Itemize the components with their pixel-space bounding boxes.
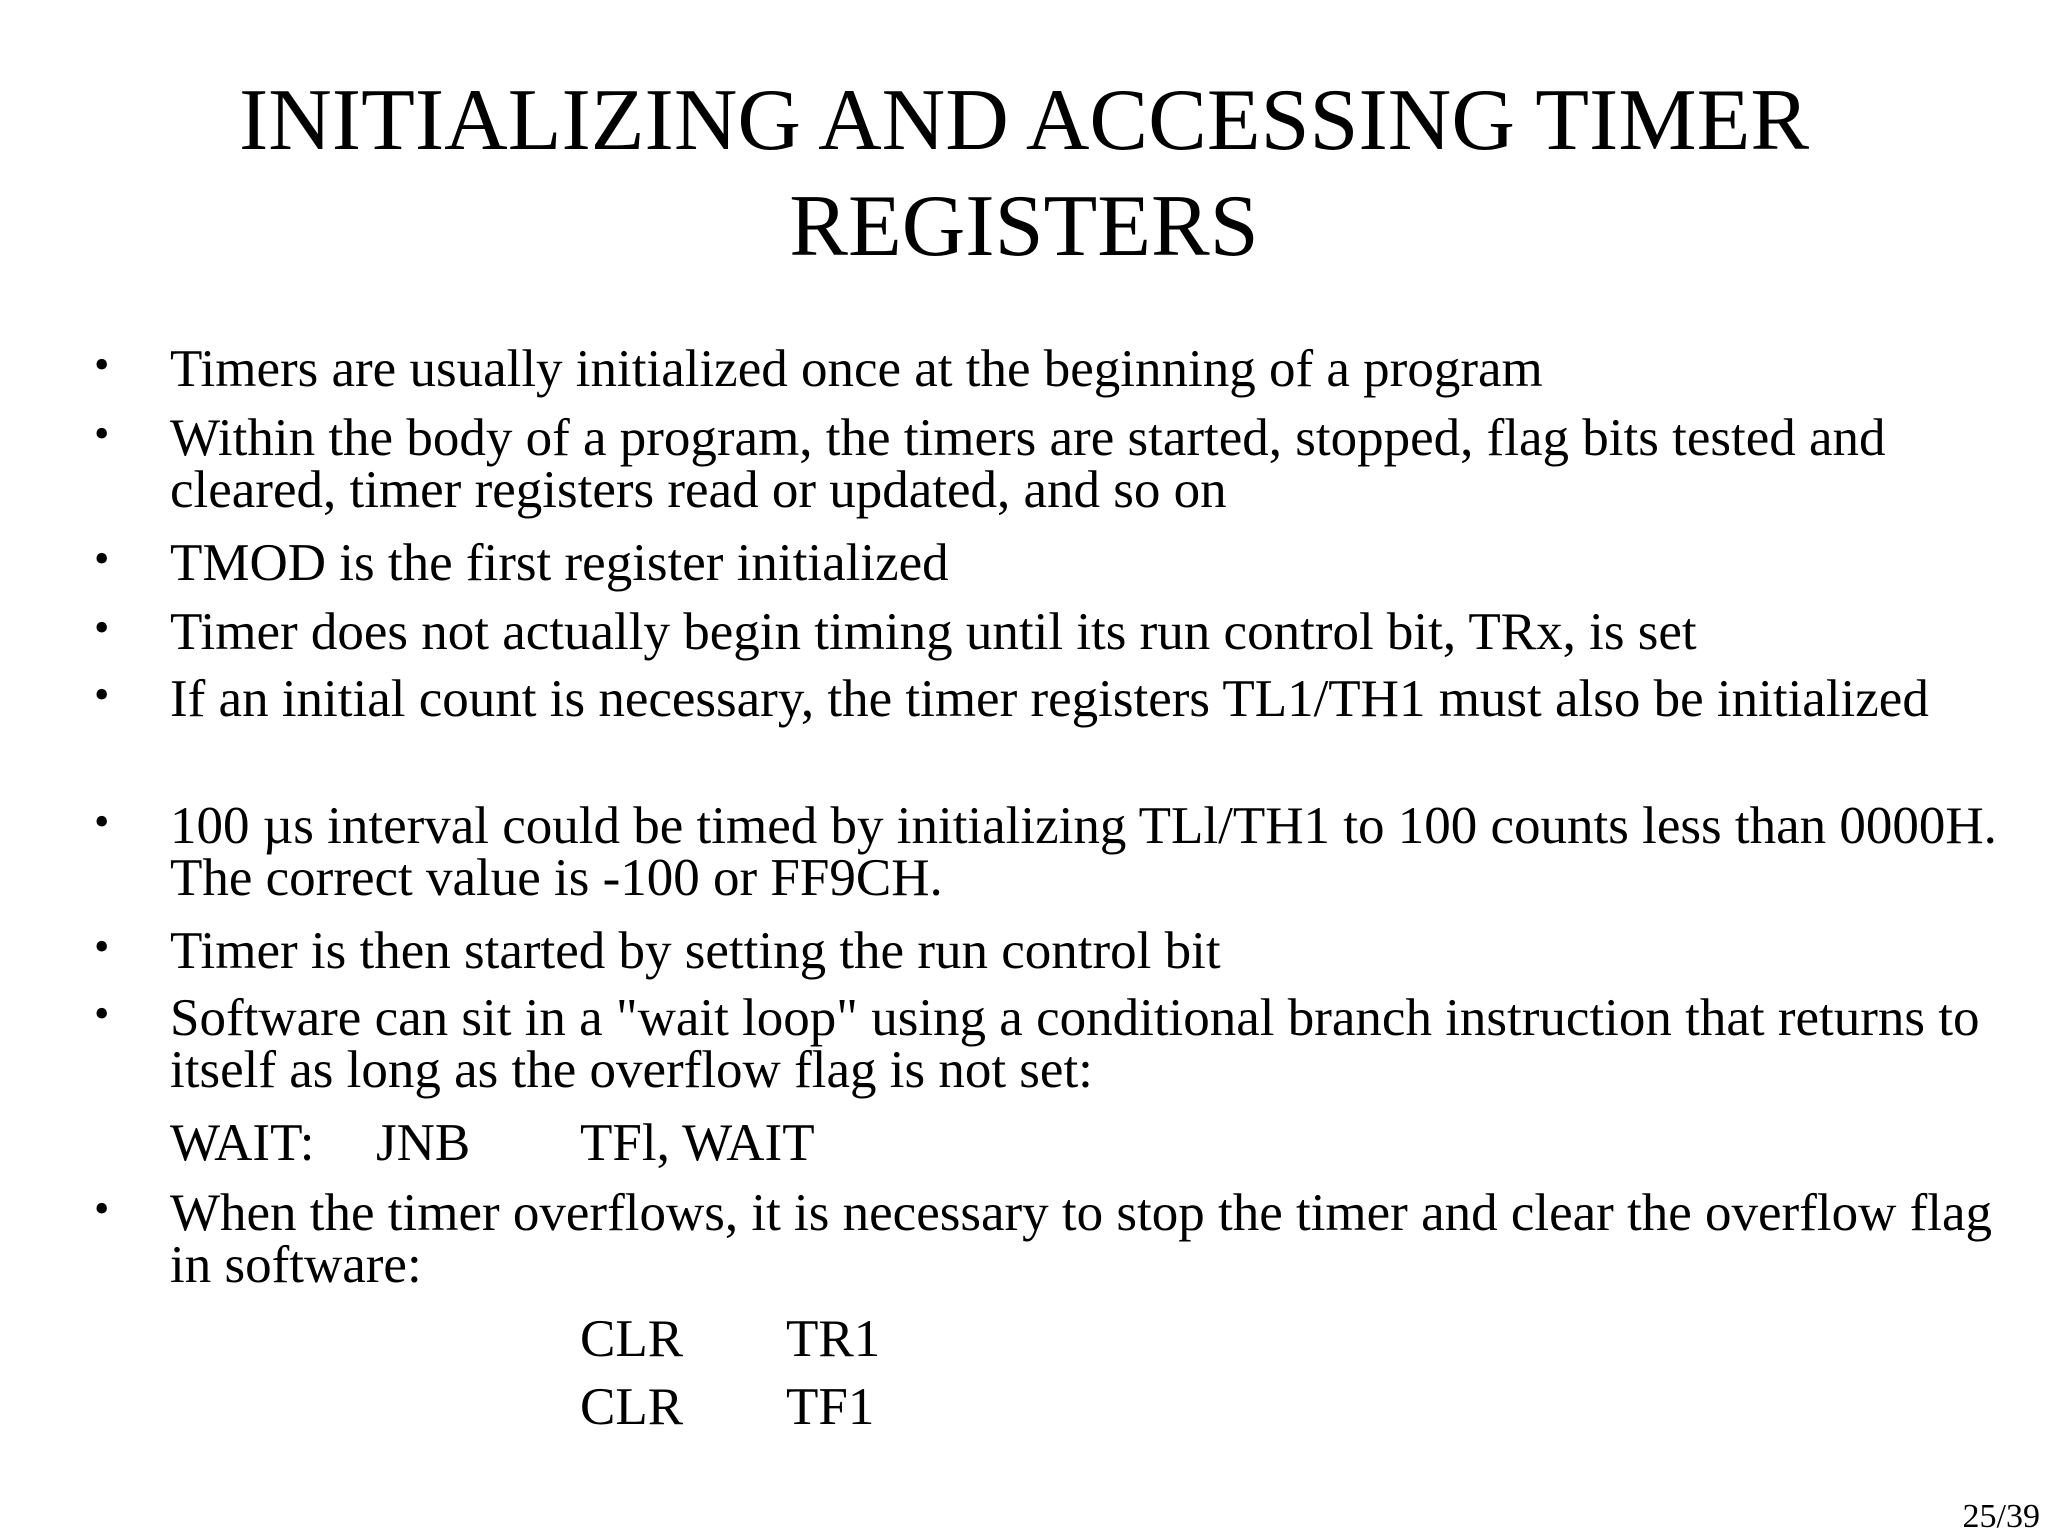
bullet-item: • Timers are usually initialized once at the beginning of a program xyxy=(170,343,2010,395)
code-operand: TR1 xyxy=(786,1310,881,1368)
code-operand: TFl, WAIT xyxy=(580,1114,815,1172)
bullet-item: • TMOD is the first register initialized xyxy=(170,537,2010,589)
bullet-item: • Software can sit in a "wait loop" using a conditional branch instruction that returns to itself as long as the overflow flag is not set: xyxy=(170,992,2010,1096)
code-mnemonic: CLR xyxy=(580,1310,684,1368)
bullet-item: • When the timer overflows, it is necessary to stop the timer and clear the overflow flag in software: xyxy=(170,1187,2010,1291)
bullet-item: • Timer is then started by setting the run control bit xyxy=(170,925,2010,977)
code-label: WAIT: xyxy=(170,1114,315,1172)
bullet-item: • Timer does not actually begin timing until its run control bit, TRx, is set xyxy=(170,606,2010,658)
bullet-item: • 100 µs interval could be timed by initializing TLl/TH1 to 100 counts less than 0000H. The correct value is -100 or FF9CH. xyxy=(170,800,2010,904)
slide-title-line-2: REGISTERS xyxy=(789,178,1259,275)
slide-title-line-1: INITIALIZING AND ACCESSING TIMER xyxy=(238,72,1810,169)
bullet-item: • If an initial count is necessary, the timer registers TL1/TH1 must also be initialized xyxy=(170,673,2010,725)
code-mnemonic: JNB xyxy=(376,1114,471,1172)
code-operand: TF1 xyxy=(786,1378,875,1436)
page-number: 25/39 xyxy=(1962,1498,2040,1535)
code-mnemonic: CLR xyxy=(580,1378,684,1436)
bullet-item: • Within the body of a program, the timers are started, stopped, flag bits tested and cleared, timer registers read or updated, and so on xyxy=(170,412,2010,516)
